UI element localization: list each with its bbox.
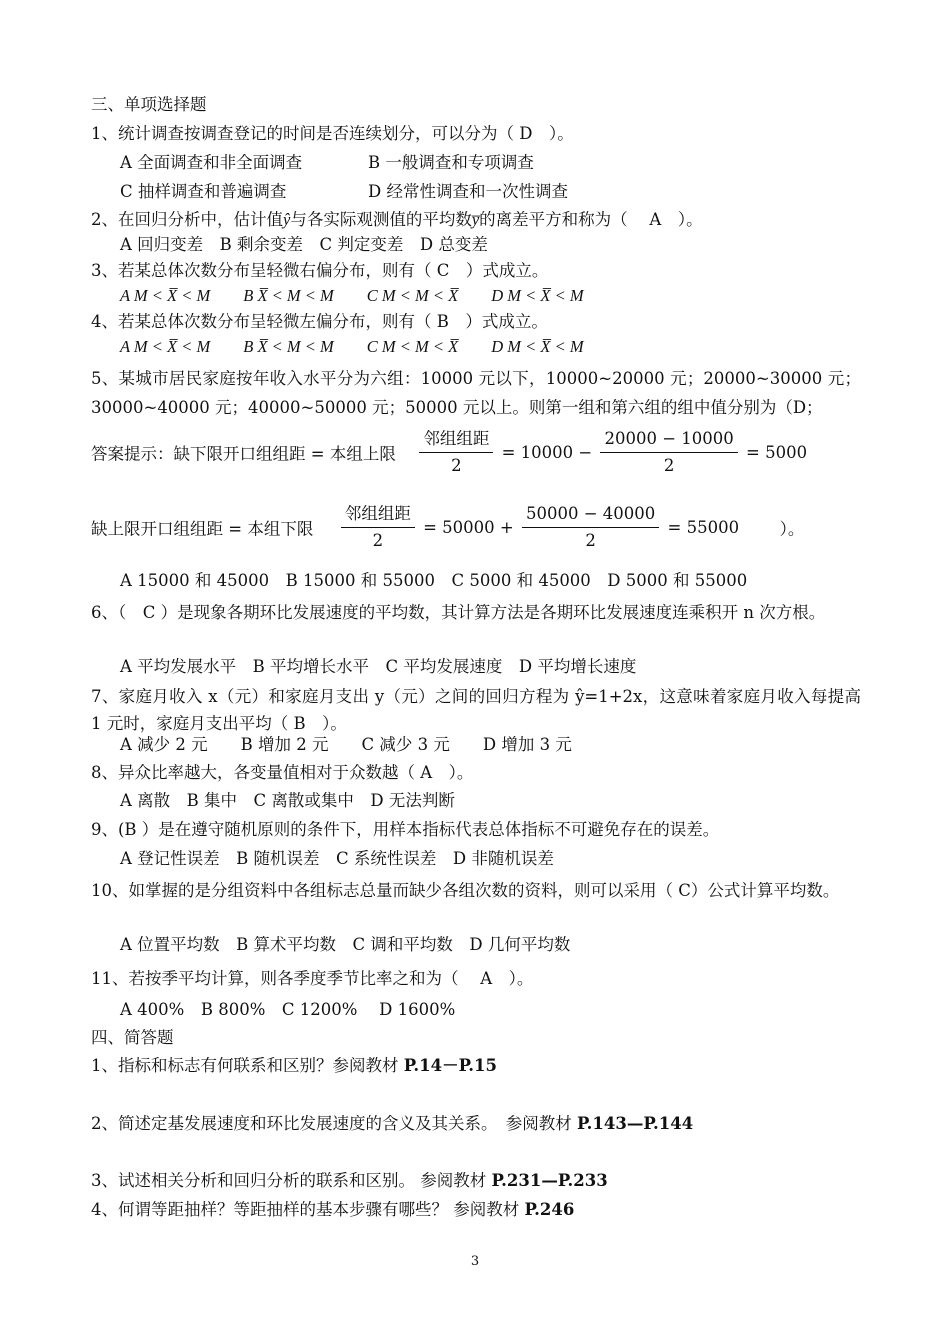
question-2-stem-mid: 与各实际观测值的平均数 bbox=[290, 210, 472, 229]
short-answer-2-reference: P.143—P.144 bbox=[577, 1114, 694, 1133]
hint-2-label: 缺上限开口组组距 = 本组下限 bbox=[91, 519, 314, 539]
hint-2-mid: = 50000 + bbox=[423, 518, 514, 537]
question-2-stem-pre: 2、在回归分析中，估计值 bbox=[91, 210, 283, 229]
question-1-stem: 1、统计调查按调查登记的时间是否连续划分，可以分为（ D ）。 bbox=[91, 124, 574, 143]
hint-1-fraction-1: $\frac{\text{邻组组距}}{2}$ bbox=[419, 428, 493, 477]
question-6-stem: 6、（ C ）是现象各期环比发展速度的平均数，其计算方法是各期环比发展速度连乘积开 n 次方根。 bbox=[91, 603, 826, 622]
question-3-options: A M < X̅ < M B X̅ < M < M C M < M < X̅ D M < X̅ < M bbox=[120, 286, 584, 305]
question-1-options-row1 bbox=[120, 153, 534, 173]
question-6-options: A 平均发展水平 B 平均增长水平 C 平均发展速度 D 平均增长速度 bbox=[120, 657, 637, 676]
question-5-hint-2 bbox=[91, 503, 804, 552]
question-7-options: A 减少 2 元 B 增加 2 元 C 减少 3 元 D 增加 3 元 bbox=[120, 735, 572, 754]
hint-1-end: = 5000 bbox=[746, 443, 808, 462]
hint-1-label: 答案提示：缺下限开口组组距 = 本组上限 bbox=[91, 444, 396, 464]
question-11-options: A 400% B 800% C 1200% D 1600% bbox=[120, 1000, 456, 1019]
question-4-options: A M < X̅ < M B X̅ < M < M C M < M < X̅ D M < X̅ < M bbox=[120, 337, 584, 356]
question-9-stem: 9、(B ）是在遵守随机原则的条件下，用样本指标代表总体指标不可避免存在的误差。 bbox=[91, 820, 720, 839]
hint-2-close: ）。 bbox=[779, 519, 805, 539]
question-2-options: A 回归变差 B 剩余变差 C 判定变差 D 总变差 bbox=[120, 235, 488, 254]
question-11-stem: 11、若按季平均计算，则各季度季节比率之和为（ A ）。 bbox=[91, 969, 534, 988]
question-8-options: A 离散 B 集中 C 离散或集中 D 无法判断 bbox=[120, 791, 455, 810]
question-1-option-b: B 一般调查和专项调查 bbox=[368, 153, 534, 172]
question-5-hint-1 bbox=[91, 428, 807, 477]
short-answer-1-text: 1、指标和标志有何联系和区别？参阅教材 bbox=[91, 1056, 399, 1075]
question-5-options: A 15000 和 45000 B 15000 和 55000 C 5000 和 45000 D 5000 和 55000 bbox=[120, 571, 748, 590]
question-2-stem bbox=[91, 210, 703, 230]
hint-2-fraction-2: $\frac{50000 - 40000}{2}$ bbox=[522, 503, 659, 552]
question-2-ybar: y̅ bbox=[471, 210, 480, 229]
question-3-stem: 3、若某总体次数分布呈轻微右偏分布，则有（ C ）式成立。 bbox=[91, 261, 549, 280]
short-answer-4-reference: P.246 bbox=[524, 1200, 575, 1219]
question-2-yhat: ŷ bbox=[283, 210, 291, 229]
short-answer-3-text: 3、试述相关分析和回归分析的联系和区别。 参阅教材 bbox=[91, 1171, 487, 1190]
hint-2-end: = 55000 bbox=[667, 518, 740, 537]
hint-1-fraction-2: $\frac{20000 - 10000}{2}$ bbox=[600, 428, 737, 477]
short-answer-1 bbox=[91, 1056, 497, 1076]
question-1-option-c: C 抽样调查和普遍调查 bbox=[120, 182, 287, 201]
question-1-option-d: D 经常性调查和一次性调查 bbox=[368, 182, 568, 201]
short-answer-2-text: 2、简述定基发展速度和环比发展速度的含义及其关系。 参阅教材 bbox=[91, 1114, 572, 1133]
question-9-options: A 登记性误差 B 随机误差 C 系统性误差 D 非随机误差 bbox=[120, 849, 554, 868]
short-answer-2 bbox=[91, 1114, 693, 1134]
question-4-stem: 4、若某总体次数分布呈轻微左偏分布，则有（ B ）式成立。 bbox=[91, 312, 548, 331]
question-2-stem-post: 的离差平方和称为（ A ）。 bbox=[479, 210, 703, 229]
short-answer-4 bbox=[91, 1200, 574, 1220]
question-10-stem: 10、如掌握的是分组资料中各组标志总量而缺少各组次数的资料，则可以采用（ C）公式计算平均数。 bbox=[91, 881, 840, 900]
hint-1-mid: = 10000 − bbox=[501, 443, 593, 462]
question-10-options: A 位置平均数 B 算术平均数 C 调和平均数 D 几何平均数 bbox=[120, 935, 571, 954]
short-answer-3-reference: P.231—P.233 bbox=[491, 1171, 608, 1190]
section-heading-short-answer: 四、简答题 bbox=[91, 1028, 174, 1047]
section-heading-choice: 三、单项选择题 bbox=[91, 95, 207, 114]
short-answer-4-text: 4、何谓等距抽样？等距抽样的基本步骤有哪些？ 参阅教材 bbox=[91, 1200, 520, 1219]
short-answer-3 bbox=[91, 1171, 608, 1191]
hint-2-fraction-1: $\frac{\text{邻组组距}}{2}$ bbox=[341, 503, 415, 552]
short-answer-1-reference: P.14－P.15 bbox=[403, 1056, 498, 1075]
question-5-stem: 5、某城市居民家庭按年收入水平分为六组：10000 元以下，10000~20000 元；20000~30000 元；30000~40000 元；40000~50000 元；50000 元以上。则第一组和第六组的组中值分别为（D； bbox=[91, 369, 861, 417]
question-1-options-row2 bbox=[120, 182, 568, 202]
question-7-stem: 7、家庭月收入 x（元）和家庭月支出 y（元）之间的回归方程为 ŷ=1+2x，这意味着家庭月收入每提高 1 元时，家庭月支出平均（ B ）。 bbox=[91, 687, 861, 733]
page-number: 3 bbox=[470, 1254, 480, 1269]
question-8-stem: 8、异众比率越大，各变量值相对于众数越（ A ）。 bbox=[91, 763, 474, 782]
question-1-option-a: A 全面调查和非全面调查 bbox=[120, 153, 303, 172]
